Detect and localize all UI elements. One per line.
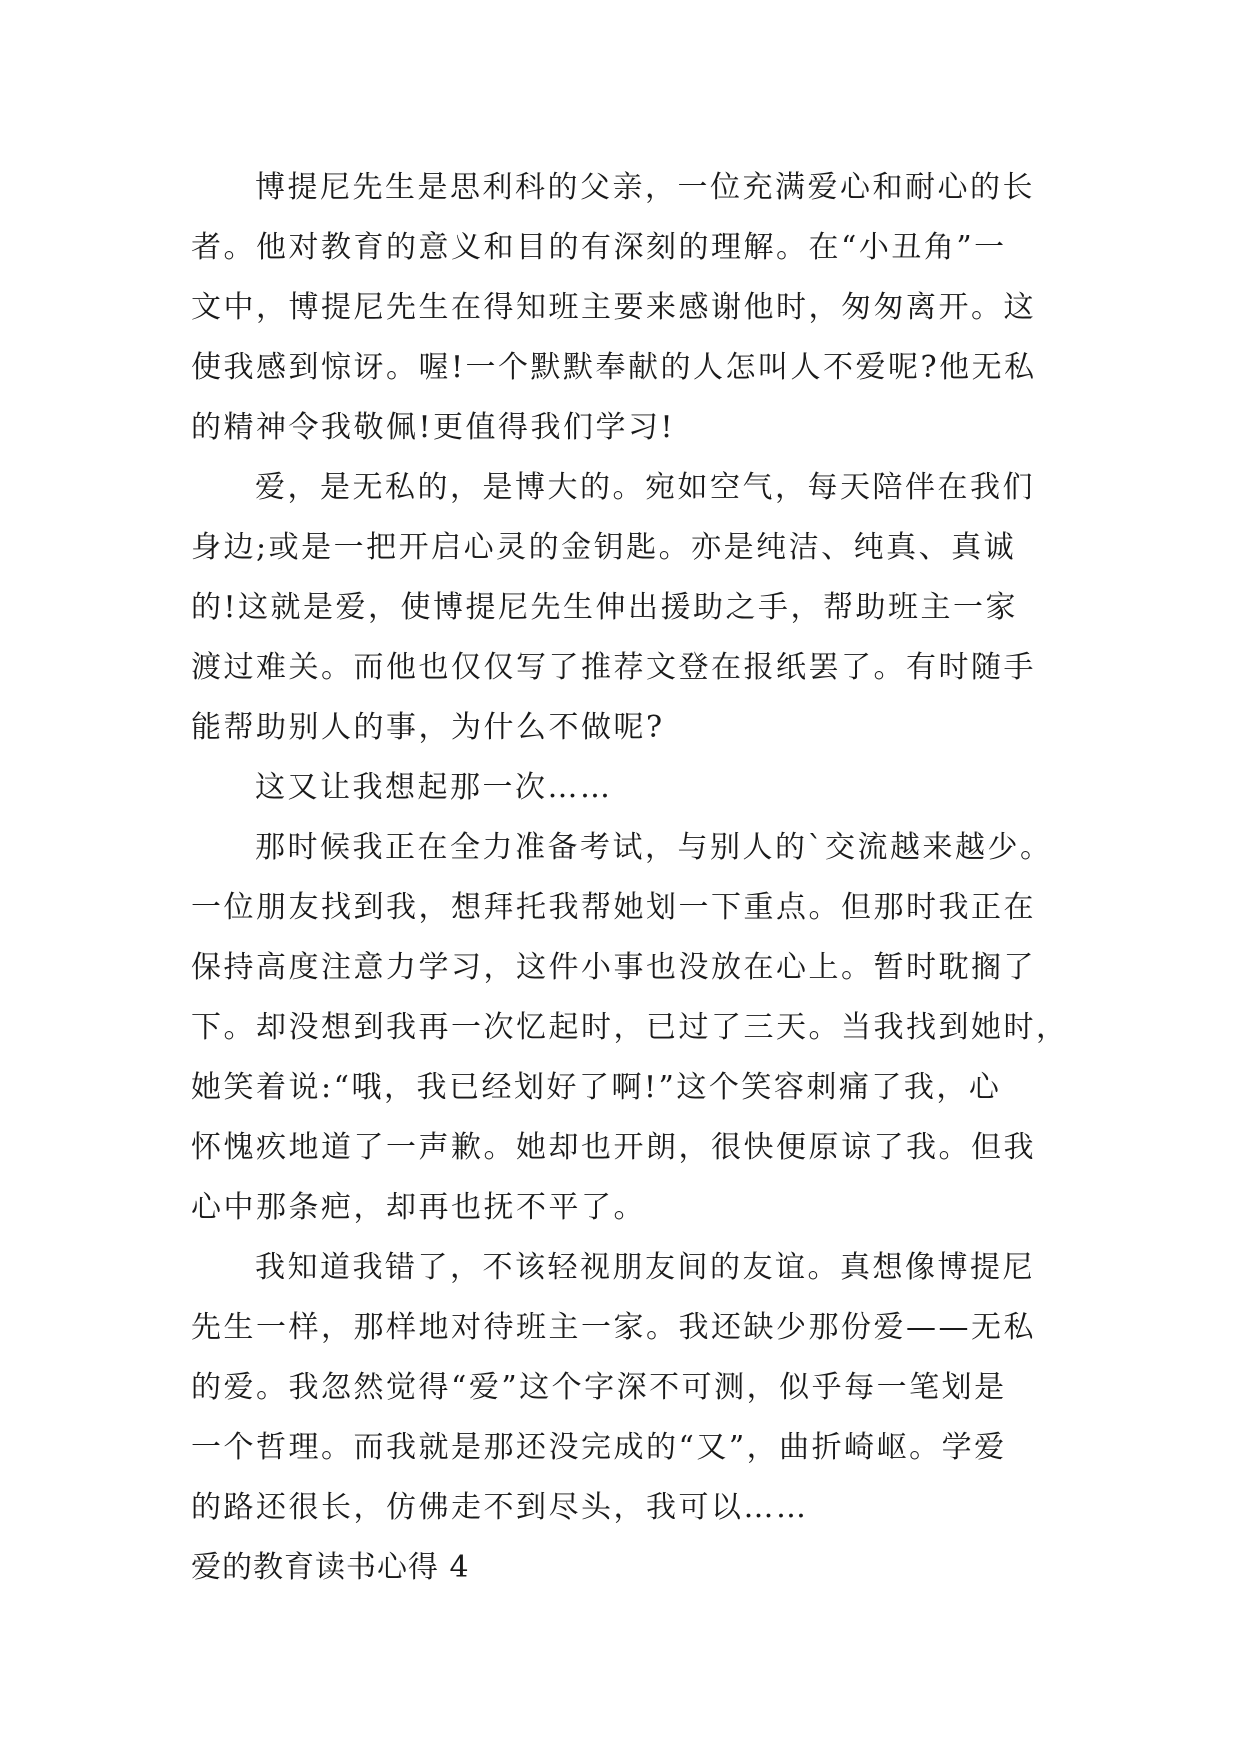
paragraph-line: 的!这就是爱，使博提尼先生伸出援助之手，帮助班主一家 <box>191 590 1019 625</box>
paragraph-line: 一个哲理。而我就是那还没完成的“又”，曲折崎岖。学爱 <box>191 1430 1007 1465</box>
paragraph-line: 者。他对教育的意义和目的有深刻的理解。在“小丑角”一 <box>191 230 1007 265</box>
paragraph-line: 使我感到惊讶。喔!一个默默奉献的人怎叫人不爱呢?他无私 <box>191 350 1037 385</box>
paragraph-line: 先生一样，那样地对待班主一家。我还缺少那份爱——无私 <box>191 1310 1036 1345</box>
paragraph-line: 的精神令我敬佩!更值得我们学习! <box>191 410 676 445</box>
paragraph-line: 渡过难关。而他也仅仅写了推荐文登在报纸罢了。有时随手 <box>191 650 1036 685</box>
paragraph-line: 我知道我错了，不该轻视朋友间的友谊。真想像博提尼 <box>255 1250 1035 1285</box>
paragraph-line: 心中那条疤，却再也抚不平了。 <box>191 1190 646 1225</box>
paragraph-line: 她笑着说:“哦，我已经划好了啊!”这个笑容刺痛了我，心 <box>191 1070 1002 1105</box>
paragraph-1 <box>191 158 1051 458</box>
paragraph-line: 一位朋友找到我，想拜托我帮她划一下重点。但那时我正在 <box>191 890 1036 925</box>
paragraph-4 <box>191 818 1069 1238</box>
paragraph-line: 博提尼先生是思利科的父亲，一位充满爱心和耐心的长 <box>255 170 1035 205</box>
paragraph-line: 的爱。我忽然觉得“爱”这个字深不可测，似乎每一笔划是 <box>191 1370 1007 1405</box>
paragraph-line: 的路还很长，仿佛走不到尽头，我可以…… <box>191 1490 809 1525</box>
section-heading: 爱的教育读书心得 4 <box>191 1550 470 1585</box>
paragraph-2 <box>191 458 1051 758</box>
paragraph-3 <box>191 758 1051 818</box>
paragraph-line: 这又让我想起那一次…… <box>255 770 613 805</box>
paragraph-line: 文中，博提尼先生在得知班主要来感谢他时，匆匆离开。这 <box>191 290 1036 325</box>
paragraph-5 <box>191 1238 1051 1538</box>
document-body <box>191 158 1069 1598</box>
paragraph-line: 怀愧疚地道了一声歉。她却也开朗，很快便原谅了我。但我 <box>191 1130 1036 1165</box>
paragraph-line: 那时候我正在全力准备考试，与别人的`交流越来越少。 <box>255 830 1053 865</box>
paragraph-line: 身边;或是一把开启心灵的金钥匙。亦是纯洁、纯真、真诚 <box>191 530 1017 565</box>
paragraph-line: 下。却没想到我再一次忆起时，已过了三天。当我找到她时， <box>191 1010 1069 1045</box>
paragraph-line: 保持高度注意力学习，这件小事也没放在心上。暂时耽搁了 <box>191 950 1036 985</box>
paragraph-line: 爱，是无私的，是博大的。宛如空气，每天陪伴在我们 <box>255 470 1035 505</box>
paragraph-line: 能帮助别人的事，为什么不做呢? <box>191 710 665 745</box>
